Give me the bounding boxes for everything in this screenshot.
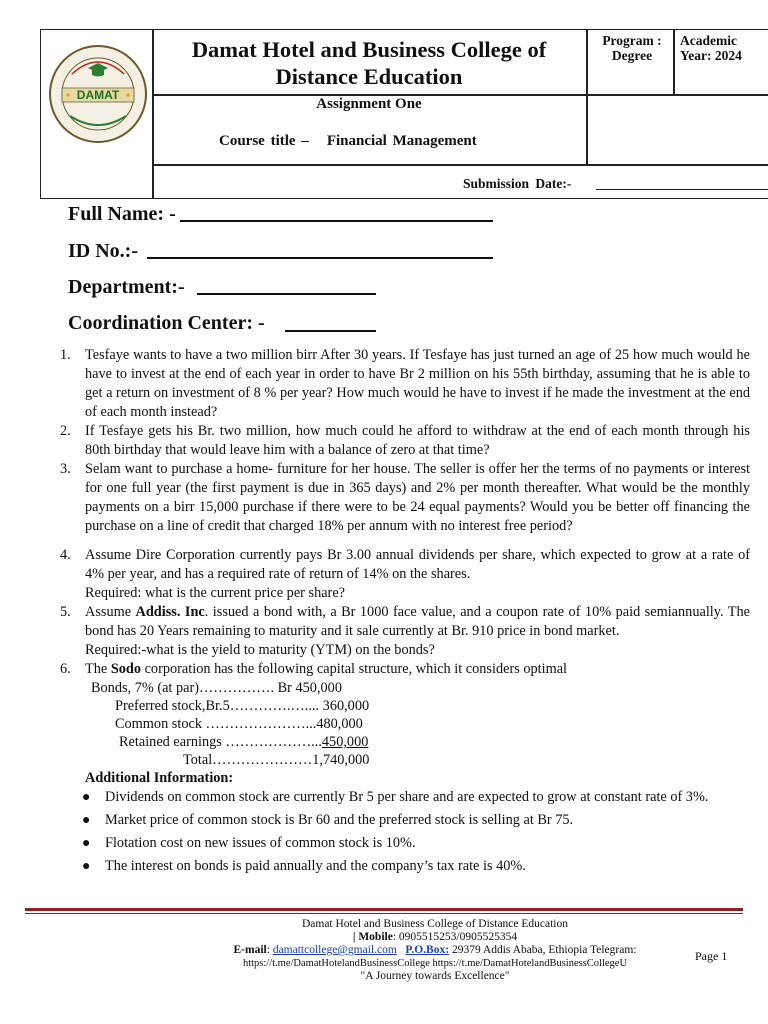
coordination-center-label: Coordination Center: - <box>68 312 265 334</box>
college-logo <box>48 44 148 144</box>
capital-row <box>91 697 369 715</box>
question-6 <box>60 660 750 679</box>
capital-row <box>91 715 369 733</box>
capital-row-retained-value: 450,000 <box>321 734 369 750</box>
course-label: Course title – <box>219 133 309 149</box>
question-5 <box>60 603 750 660</box>
page-number: Page 1 <box>695 949 728 963</box>
college-name-line1: Damat Hotel and Business College of <box>191 37 547 62</box>
footer-mobile-value: : 0905515253/0905525354 <box>392 931 518 943</box>
question-number: 3. <box>60 461 71 477</box>
capital-row-bonds: Bonds, 7% (at par)……………. Br 450,000 <box>91 680 342 696</box>
question-list <box>60 346 750 880</box>
question-number: 2. <box>60 423 71 439</box>
question-1 <box>60 346 750 422</box>
footer: Damat Hotel and Business College of Distance Education | Mobile: 0905515253/0905525354 E-mail: damattcollege@gmail.com P.O.Box: 29379 Addis Ababa, Ethiopia Telegram: https://t.me/DamatHotelandBusinessCollege https://t.me/DamatHotelandBusinessCollegeU "A Journey towards Excellence" <box>140 918 730 983</box>
capital-row-total: Total…………………1,740,000 <box>183 752 370 768</box>
logo-wordmark: DAMAT <box>76 88 120 102</box>
header-table <box>40 29 768 199</box>
course-title-row <box>219 133 477 150</box>
footer-mobile-label: | Mobile <box>352 931 393 943</box>
question-text: corporation has the following capital structure, which it considers optimal <box>141 661 568 677</box>
footer-college-name: Damat Hotel and Business College of Distance Education <box>301 918 569 930</box>
program-value: Degree <box>611 48 653 63</box>
question-number: 1. <box>60 347 71 363</box>
assignment-title: Assignment One <box>316 96 422 112</box>
footer-motto: "A Journey towards Excellence" <box>360 970 510 982</box>
capital-row <box>91 751 369 769</box>
question-text: . issued a bond with, a Br 1000 face value, and a coupon rate of 10% paid semiannually. The bond has 20 Years remaining to maturity and it sale currently at Br. 910 price in bond market. <box>85 604 750 639</box>
question-2 <box>60 422 750 460</box>
capital-row-retained: Retained earnings ………………... <box>119 734 322 750</box>
department-blank[interactable] <box>197 293 376 295</box>
course-title: Financial Management <box>326 133 477 149</box>
college-name-line2: Distance Education <box>275 64 463 89</box>
question-text: Tesfaye wants to have a two million birr After 30 years. If Tesfaye has just turned an age of 25 how much would he have to invest at the end of each year in order to have Br 2 million on his 55th birthday, assuming that he is able to get a return on investment of 8 % per year? How much would he have to invest if he made the investment at the end of each month instead? <box>85 347 750 420</box>
divider <box>152 164 768 166</box>
footer-email-label: E-mail <box>233 944 267 956</box>
academic-cell <box>677 33 768 63</box>
footer-pobox-label[interactable]: P.O.Box: <box>405 944 450 956</box>
info-bullet-text: The interest on bonds is paid annually and the company’s tax rate is 40%. <box>105 858 526 874</box>
footer-rule <box>25 913 743 914</box>
info-bullet: ● Market price of common stock is Br 60 and the preferred stock is selling at Br 75. <box>82 812 574 828</box>
question-text: Assume <box>85 604 136 620</box>
id-number-blank[interactable] <box>147 257 493 259</box>
academic-label: Academic <box>680 33 737 48</box>
footer-telegram-links[interactable]: https://t.me/DamatHotelandBusinessCollege https://t.me/DamatHotelandBusinessCollegeU <box>242 958 628 969</box>
capital-structure-table <box>91 679 369 769</box>
info-bullet: ● Flotation cost on new issues of common stock is 10%. <box>82 835 416 851</box>
program-cell <box>590 33 674 63</box>
college-name <box>152 36 586 90</box>
coordination-center-blank[interactable] <box>285 330 376 332</box>
capital-row-common: Common stock …………………...480,000 <box>115 716 363 732</box>
full-name-label: Full Name: - <box>68 203 176 225</box>
info-bullet-text: Market price of common stock is Br 60 and the preferred stock is selling at Br 75. <box>105 812 574 828</box>
question-4 <box>60 546 750 603</box>
department-label: Department:- <box>68 276 185 298</box>
info-bullet: ● The interest on bonds is paid annually and the company’s tax rate is 40%. <box>82 858 526 874</box>
info-bullet: ● Dividends on common stock are currently Br 5 per share and are expected to grow at constant rate of 3%. <box>82 789 709 805</box>
additional-info-title: Additional Information: <box>85 770 234 786</box>
question-required: Required:-what is the yield to maturity (YTM) on the bonds? <box>85 642 435 658</box>
capital-row <box>91 679 369 697</box>
program-label: Program : <box>602 33 662 48</box>
capital-row-preferred: Preferred stock,Br.5………….….... 360,000 <box>115 698 370 714</box>
submission-date-blank <box>596 189 768 190</box>
info-bullet-text: Flotation cost on new issues of common stock is 10%. <box>105 835 416 851</box>
footer-email-link[interactable]: damattcollege@gmail.com <box>272 944 397 956</box>
question-text: Assume Dire Corporation currently pays Br 3.00 annual dividends per share, which expected to grow at a rate of 4% per year, and has a required rate of return of 14% on the shares. <box>85 547 750 582</box>
company-name: Addiss. Inc <box>135 604 205 620</box>
academic-value: Year: 2024 <box>680 48 742 63</box>
id-number-label: ID No.:- <box>68 240 138 262</box>
question-text: The <box>85 661 111 677</box>
submission-date-label: Submission Date:- <box>463 176 572 191</box>
footer-pobox-value: 29379 Addis Ababa, Ethiopia Telegram: <box>449 944 637 956</box>
capital-row <box>91 733 369 751</box>
question-number: 6. <box>60 661 71 677</box>
question-number: 5. <box>60 604 71 620</box>
company-name: Sodo <box>110 661 142 677</box>
footer-rule <box>25 908 743 911</box>
divider <box>586 30 588 164</box>
question-3 <box>60 460 750 536</box>
question-required: Required: what is the current price per share? <box>85 585 346 601</box>
full-name-blank[interactable] <box>180 220 493 222</box>
info-bullet-text: Dividends on common stock are currently Br 5 per share and are expected to grow at constant rate of 3%. <box>105 789 709 805</box>
question-text: If Tesfaye gets his Br. two million, how much could he afford to withdraw at the end of each month through his 80th birthday that would leave him with a balance of zero at that time? <box>85 423 750 458</box>
question-text: Selam want to purchase a home- furniture for her house. The seller is offer her the terms of no payments or interest for one full year (the first payment is due in 365 days) and 2% per month thereafter. What would be the monthly payments on a birr 15,000 purchase if there were to be 24 equal payments? Would you be better off financing the purchase on a line of credit that charged 18% per annum with no interest free period? <box>85 461 750 534</box>
question-number: 4. <box>60 547 71 563</box>
